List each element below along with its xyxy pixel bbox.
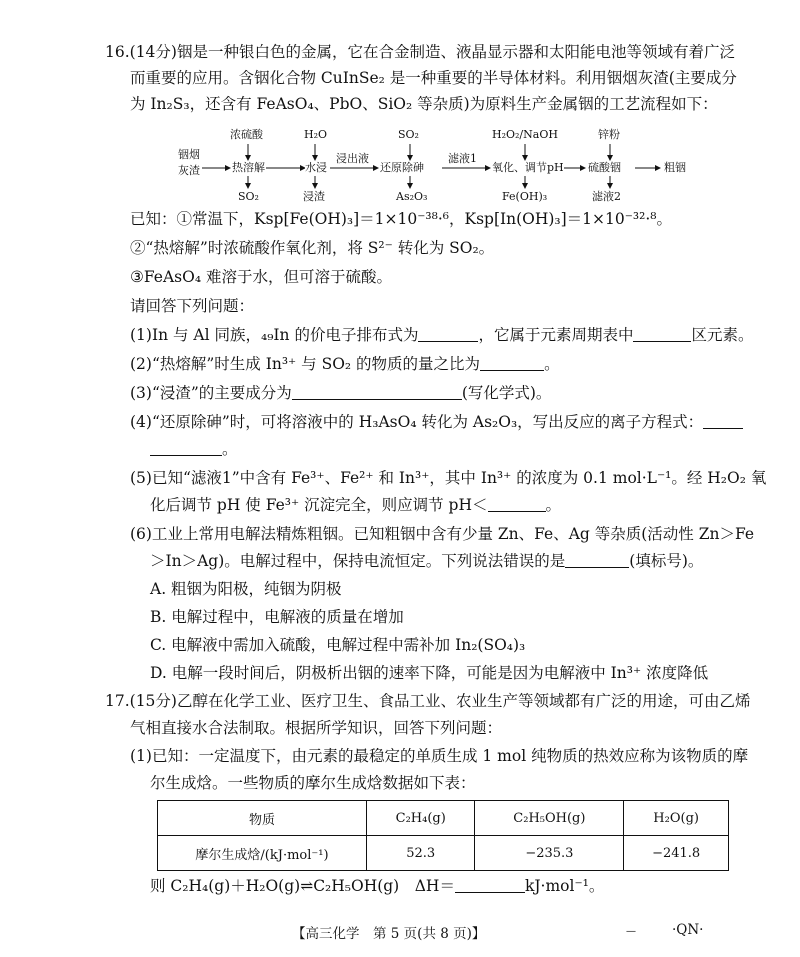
flow-reagent-zn: 锌粉 bbox=[598, 128, 620, 141]
q16-part5-blank[interactable] bbox=[488, 495, 546, 512]
q16-part1-blank-a[interactable] bbox=[418, 325, 478, 342]
flow-out-as2o3: As₂O₃ bbox=[396, 190, 428, 203]
q16-part2 bbox=[130, 352, 560, 376]
flow-step-water-leach: 水浸 bbox=[305, 161, 327, 174]
flow-step-in-sulfate: 硫酸铟 bbox=[588, 161, 621, 174]
flow-step-reduce-as: 还原除砷 bbox=[380, 161, 424, 174]
q17-part1-b: 尔生成焓。一些物质的摩尔生成焓数据如下表： bbox=[150, 774, 476, 792]
q16-part4-blank-a[interactable] bbox=[703, 412, 743, 429]
process-flowchart bbox=[170, 128, 730, 208]
q16-known-1: 已知：①常温下，Ksp[Fe(OH)₃]＝1×10⁻³⁸·⁶，Ksp[In(OH)₃]＝1×10⁻³²·⁸。 bbox=[130, 210, 672, 228]
flow-step-oxidize-ph: 氧化、调节pH bbox=[492, 161, 564, 174]
q17-equation-text-a: 则 C₂H₄(g)＋H₂O(g)⇌C₂H₅OH(g) ΔH＝ bbox=[150, 877, 455, 895]
q17-heading: 17.(15分)乙醇在化学工业、医疗卫生、食品工业、农业生产等领域都有广泛的用途，可由乙烯 bbox=[105, 692, 751, 710]
flow-reagent-h2o: H₂O bbox=[304, 128, 328, 141]
q17-equation-text-b: kJ·mol⁻¹。 bbox=[524, 877, 605, 895]
flow-reagent-conc-acid: 浓硫酸 bbox=[230, 128, 263, 141]
q16-part2-text-b: 。 bbox=[544, 355, 560, 373]
q16-part5-cont bbox=[150, 493, 561, 517]
q16-part3-text-b: (写化学式)。 bbox=[461, 384, 552, 402]
q17-line2: 气相直接水合法制取。根据所学知识，回答下列问题： bbox=[130, 719, 503, 737]
q16-option-b: B. 电解过程中，电解液的质量在增加 bbox=[150, 608, 404, 626]
q16-part4-text-b: 。 bbox=[222, 440, 238, 458]
q16-part3-blank[interactable] bbox=[292, 383, 462, 400]
table-header-cell: C₂H₅OH(g) bbox=[475, 801, 624, 836]
table-header-cell: C₂H₄(g) bbox=[367, 801, 475, 836]
table-row bbox=[158, 836, 729, 871]
q16-part6: (6)工业上常用电解法精炼粗铟。已知粗铟中含有少量 Zn、Fe、Ag 等杂质(活动性 Zn＞Fe bbox=[130, 525, 755, 543]
q16-known-2: ②“热熔解”时浓硫酸作氧化剂，将 S²⁻ 转化为 SO₂。 bbox=[130, 239, 495, 257]
q16-known-3: ③FeAsO₄ 难溶于水，但可溶于硫酸。 bbox=[130, 268, 392, 286]
flow-out-filtrate2: 滤液2 bbox=[592, 190, 621, 203]
table-cell: 52.3 bbox=[367, 836, 475, 871]
table-header-cell: H₂O(g) bbox=[624, 801, 729, 836]
table-header-cell: 物质 bbox=[158, 801, 367, 836]
q16-part1-blank-b[interactable] bbox=[633, 325, 691, 342]
table-cell: 摩尔生成焓/(kJ·mol⁻¹) bbox=[158, 836, 367, 871]
flow-out-leach-residue: 浸渣 bbox=[303, 190, 325, 203]
flow-end-crude-in: 粗铟 bbox=[664, 161, 686, 174]
q16-option-a: A. 粗铟为阳极，纯铟为阴极 bbox=[150, 580, 342, 598]
enthalpy-table bbox=[157, 800, 729, 871]
table-header-row bbox=[158, 801, 729, 836]
q16-part2-blank[interactable] bbox=[480, 354, 544, 371]
table-cell: −235.3 bbox=[475, 836, 624, 871]
flow-reagent-so2: SO₂ bbox=[398, 128, 419, 141]
q17-part1-a: (1)已知：一定温度下，由元素的最稳定的单质生成 1 mol 纯物质的热效应称为该物质的摩 bbox=[130, 747, 749, 765]
q16-line2: 而重要的应用。含铟化合物 CuInSe₂ 是一种重要的半导体材料。利用铟烟灰渣(主要成分 bbox=[130, 69, 737, 87]
flow-start-line1: 铟烟 bbox=[178, 148, 200, 161]
q16-prompt: 请回答下列问题： bbox=[130, 297, 255, 315]
q16-part1-text-a: (1)In 与 Al 同族，₄₉In 的价电子排布式为 bbox=[130, 326, 419, 344]
q16-part1-text-b: ，它属于元素周期表中 bbox=[478, 326, 634, 344]
q16-part1 bbox=[130, 323, 754, 347]
q16-part5: (5)已知“滤液1”中含有 Fe³⁺、Fe²⁺ 和 In³⁺，其中 In³⁺ 的浓度为 0.1 mol·L⁻¹。经 H₂O₂ 氧 bbox=[130, 469, 767, 487]
flow-start-line2: 灰渣 bbox=[178, 164, 200, 177]
q16-option-c: C. 电解液中需加入硫酸，电解过程中需补加 In₂(SO₄)₃ bbox=[150, 636, 526, 654]
table-cell: −241.8 bbox=[624, 836, 729, 871]
q16-part4-text-a: (4)“还原除砷”时，可将溶液中的 H₃AsO₄ 转化为 As₂O₃，写出反应的离子方程式： bbox=[130, 413, 704, 431]
q16-part6-text-b: ＞In＞Ag)。电解过程中，保持电流恒定。下列说法错误的是 bbox=[150, 552, 566, 570]
q16-part5-text-c: 。 bbox=[545, 496, 562, 514]
q16-part5-text-b: 化后调节 pH 使 Fe³⁺ 沉淀完全，则应调节 pH＜ bbox=[150, 496, 488, 514]
q16-part4-cont bbox=[150, 437, 238, 461]
flow-out-feoh3: Fe(OH)₃ bbox=[502, 190, 548, 203]
q16-part6-cont bbox=[150, 549, 703, 573]
flow-reagent-h2o2-naoh: H₂O₂/NaOH bbox=[492, 128, 558, 141]
q17-equation-blank[interactable] bbox=[455, 876, 525, 893]
q16-part3-text-a: (3)“浸渣”的主要成分为 bbox=[130, 384, 292, 402]
q16-part6-blank[interactable] bbox=[565, 551, 629, 568]
q16-part6-text-c: (填标号)。 bbox=[629, 552, 704, 570]
q16-heading: 16.(14分)铟是一种银白色的金属，它在合金制造、液晶显示器和太阳能电池等领域有着广泛 bbox=[105, 43, 735, 61]
page-footer: 【高三化学 第 5 页(共 8 页)】 bbox=[292, 926, 486, 942]
flow-step-heat-dissolve: 热溶解 bbox=[232, 161, 265, 174]
flow-mid-filtrate1: 滤液1 bbox=[448, 152, 477, 165]
q16-part3 bbox=[130, 381, 551, 405]
q17-equation bbox=[150, 874, 604, 898]
q16-part4-blank-b[interactable] bbox=[150, 439, 222, 456]
q16-line3: 为 In₂S₃，还含有 FeAsO₄、PbO、SiO₂ 等杂质)为原料生产金属铟的工艺流程如下： bbox=[130, 95, 718, 113]
flow-mid-leachate: 浸出液 bbox=[336, 152, 369, 165]
q16-part2-text-a: (2)“热熔解”时生成 In³⁺ 与 SO₂ 的物质的量之比为 bbox=[130, 355, 481, 373]
q16-part1-text-c: 区元素。 bbox=[691, 326, 754, 344]
q16-part4 bbox=[130, 410, 743, 434]
footer-code: ·QN· bbox=[672, 922, 704, 938]
flow-out-so2: SO₂ bbox=[238, 190, 259, 203]
footer-dash: — bbox=[626, 926, 636, 937]
q16-option-d: D. 电解一段时间后，阴极析出铟的速率下降，可能是因为电解液中 In³⁺ 浓度降低 bbox=[150, 664, 709, 682]
